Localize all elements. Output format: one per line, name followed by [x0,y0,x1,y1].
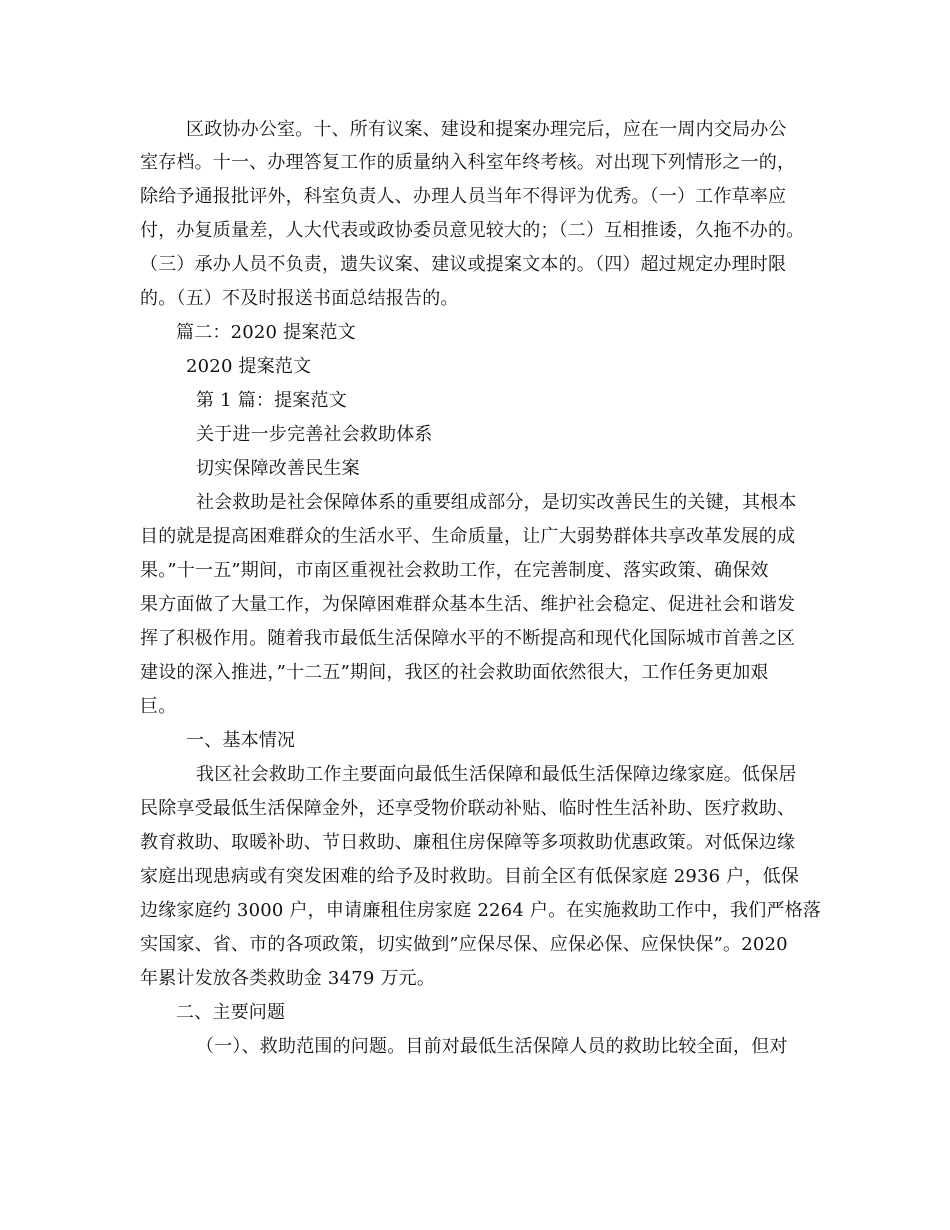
text-line: 教育救助、取暖补助、节日救助、廉租住房保障等多项救助优惠政策。对低保边缘 [140,832,796,853]
text-line: 社会救助是社会保障体系的重要组成部分，是切实改善民生的关键，其根本 [196,492,797,513]
text-line: 巨。 [140,696,177,717]
document-title: 2020 提案范文 [186,356,312,377]
text-line: 果。”十一五”期间，市南区重视社会救助工作，在完善制度、落实政策、确保效 [140,560,769,581]
text-line: 挥了积极作用。随着我市最低生活保障水平的不断提高和现代化国际城市首善之区 [140,628,796,649]
text-line: 我区社会救助工作主要面向最低生活保障和最低生活保障边缘家庭。低保居 [196,764,797,785]
text-line: 年累计发放各类救助金 3479 万元。 [140,968,436,989]
text-line: 建设的深入推进，”十二五”期间，我区的社会救助面依然很大，工作任务更加艰 [140,662,769,683]
proposal-title-line-2: 切实保障改善民生案 [196,458,360,479]
text-line: 除给予通报批评外，科室负责人、办理人员当年不得评为优秀。（一）工作草率应 [140,186,787,207]
text-line: （一）、救助范围的问题。目前对最低生活保障人员的救助比较全面，但对 [196,1036,788,1057]
text-line: 目的就是提高困难群众的生活水平、生命质量，让广大弱势群体共享改革发展的成 [140,526,796,547]
text-line: 的。（五）不及时报送书面总结报告的。 [140,288,459,309]
text-line: （三）承办人员不负责，遗失议案、建议或提案文本的。（四）超过规定办理时限 [140,254,787,275]
text-line: 果方面做了大量工作，为保障困难群众基本生活、维护社会稳定、促进社会和谐发 [140,594,796,615]
proposal-title-line-1: 关于进一步完善社会救助体系 [196,424,433,445]
text-line: 付，办复质量差，人大代表或政协委员意见较大的；（二）互相推诿，久拖不办的。 [140,220,805,241]
text-line: 区政协办公室。十、所有议案、建设和提案办理完后，应在一周内交局办公 [186,119,787,140]
text-line: 民除享受最低生活保障金外，还享受物价联动补贴、临时性生活补助、医疗救助、 [140,798,796,819]
article-heading: 第 1 篇：提案范文 [196,390,347,411]
text-line: 边缘家庭约 3000 户，申请廉租住房家庭 2264 户。在实施救助工作中，我们严格落 [140,900,822,921]
text-line: 家庭出现患病或有突发困难的给予及时救助。目前全区有低保家庭 2936 户，低保 [140,866,800,887]
text-line: 室存档。十一、办理答复工作的质量纳入科室年终考核。对出现下列情形之一的， [140,152,796,173]
section-heading-main-problems: 二、主要问题 [176,1002,286,1023]
section-heading-basic-situation: 一、基本情况 [186,730,296,751]
section-heading: 篇二：2020 提案范文 [176,322,356,343]
text-line: 实国家、省、市的各项政策，切实做到”应保尽保、应保必保、应保快保”。2020 [140,934,788,955]
